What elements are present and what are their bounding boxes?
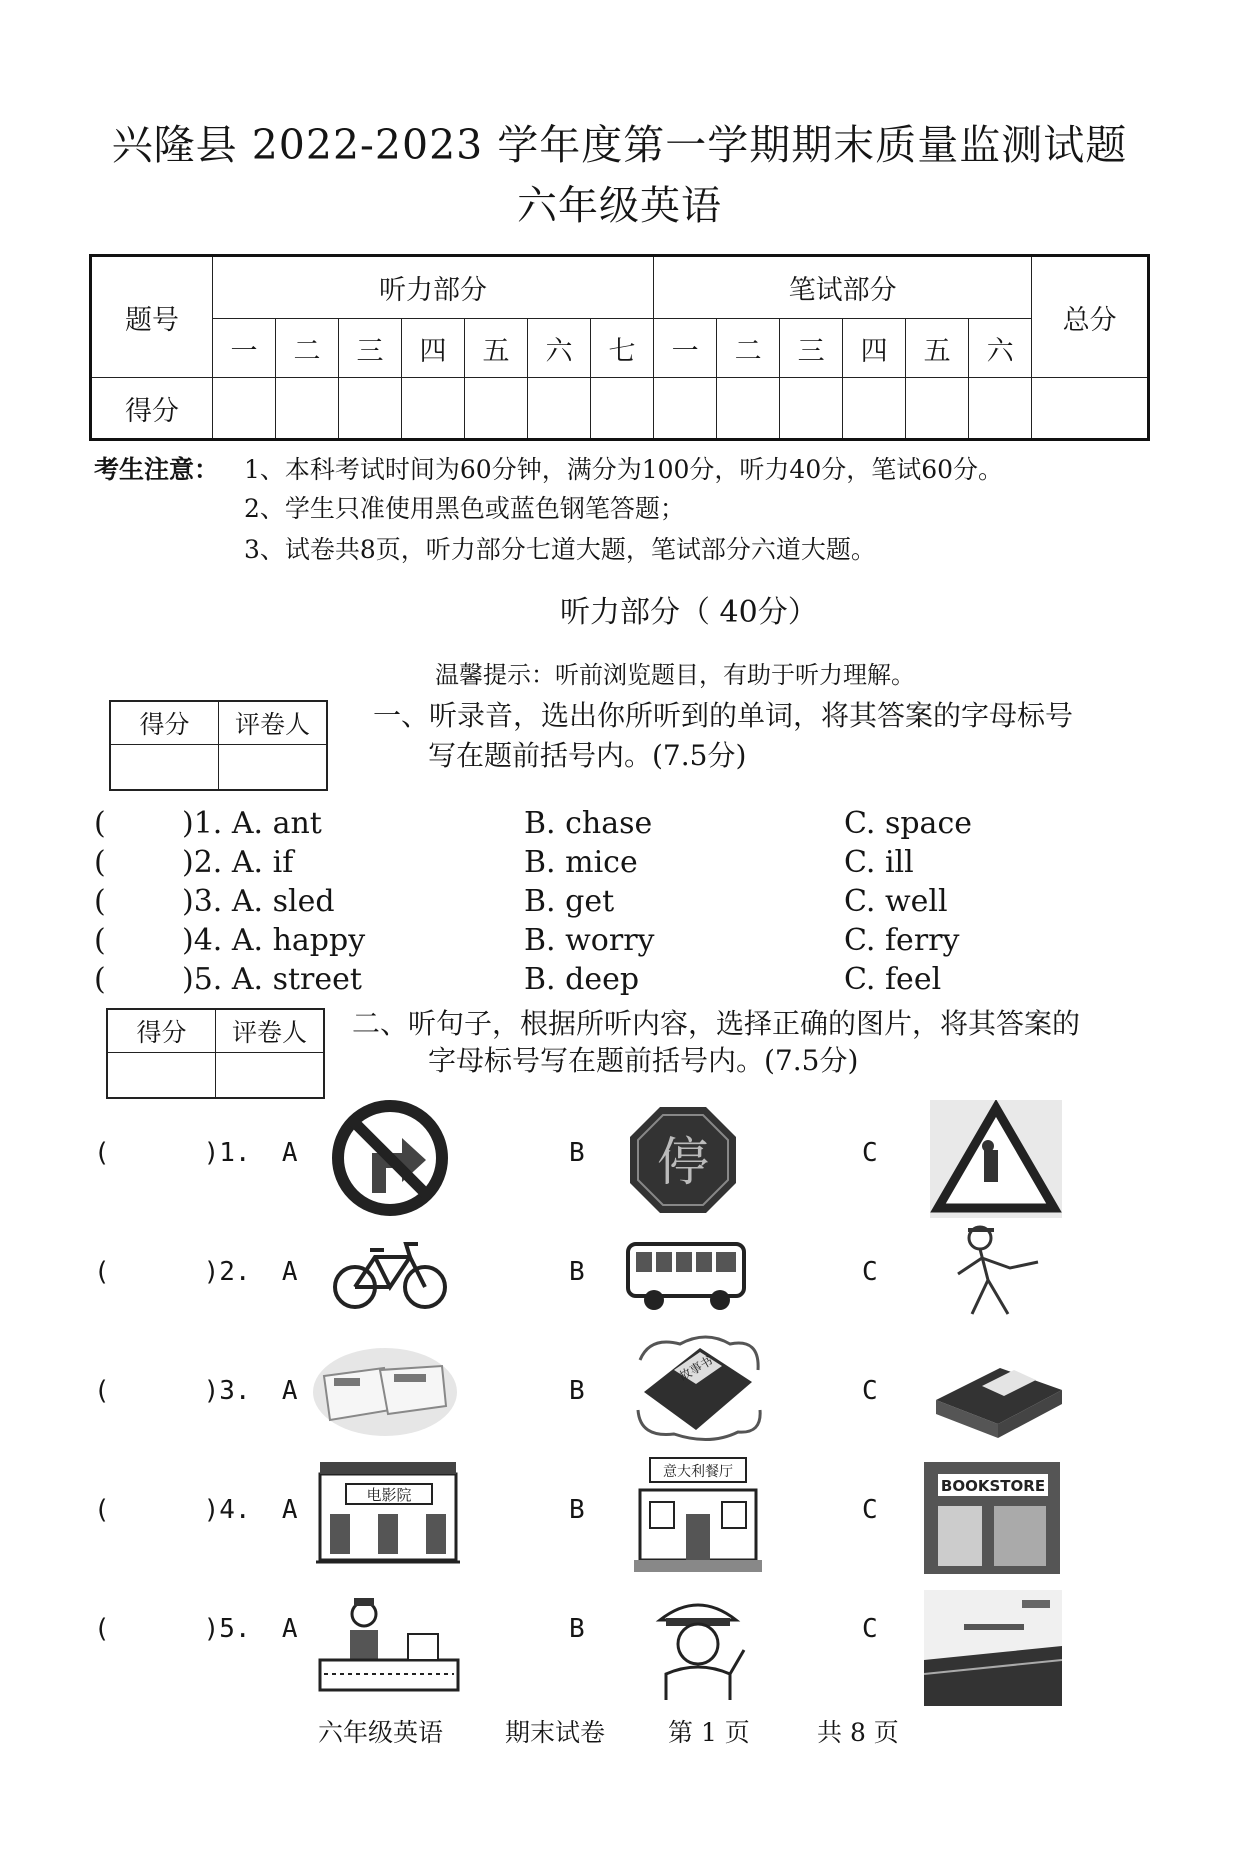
listening-col: 五 (465, 319, 528, 378)
writing-col: 一 (654, 319, 717, 378)
grader-score-cell[interactable] (110, 744, 219, 790)
listening-col: 二 (276, 319, 339, 378)
notice-item-3: 3、试卷共8页，听力部分七道大题，笔试部分六道大题。 (244, 535, 876, 564)
footer-total: 共 8 页 (817, 1718, 899, 1747)
part1-q4-c: C. ferry (844, 923, 960, 958)
restaurant-sign-text: 意大利餐厅 (663, 1464, 733, 1480)
score-cell[interactable] (717, 378, 780, 440)
newspapers-icon (310, 1342, 460, 1438)
part2-instruction-line2: 字母标号写在题前括号内。(7.5分) (428, 1044, 859, 1077)
listening-col: 三 (339, 319, 402, 378)
no-right-turn-sign-icon (330, 1098, 450, 1218)
part2-q4-label: ( )4. A (94, 1495, 298, 1525)
part2-q2-b-label: B (569, 1257, 585, 1287)
part1-q3-c: C. well (844, 884, 948, 919)
bicycle-icon (330, 1232, 450, 1312)
part1-q5-c: C. feel (844, 962, 942, 997)
part2-q5-b-label: B (569, 1614, 585, 1644)
question-number-label: 题号 (91, 256, 213, 378)
score-cell[interactable] (528, 378, 591, 440)
score-cell[interactable] (969, 378, 1032, 440)
part1-q2-b: B. mice (524, 845, 638, 880)
thick-book-icon (930, 1340, 1066, 1440)
notice-item-1: 1、本科考试时间为60分钟，满分为100分，听力40分，笔试60分。 (244, 455, 1004, 484)
grader-box-part1 (109, 700, 328, 791)
part1-q1-b: B. chase (524, 806, 653, 841)
footer-subject: 六年级英语 (318, 1718, 444, 1747)
exam-subtitle: 六年级英语 (517, 183, 722, 229)
stop-sign-text: 停 (656, 1133, 710, 1193)
score-cell[interactable] (780, 378, 843, 440)
writing-col: 二 (717, 319, 780, 378)
listening-col: 七 (591, 319, 654, 378)
part1-q3-a: ( )3. A. sled (94, 884, 335, 919)
part2-q3-b-label: B (569, 1376, 585, 1406)
notice-label: 考生注意： (94, 455, 220, 484)
bookstore-sign-text: BOOKSTORE (940, 1477, 1046, 1495)
part2-q4-c-label: C (862, 1495, 878, 1525)
cinema-building-icon (316, 1458, 460, 1578)
part2-q3-c-label: C (862, 1376, 878, 1406)
score-cell[interactable] (906, 378, 969, 440)
grader-reviewer-cell[interactable] (216, 1052, 325, 1098)
listening-col: 六 (528, 319, 591, 378)
cinema-sign-text: 电影院 (366, 1486, 412, 1504)
score-cell[interactable] (591, 378, 654, 440)
walking-person-icon (938, 1222, 1050, 1320)
part1-q4-a: ( )4. A. happy (94, 923, 366, 958)
writing-header: 笔试部分 (654, 256, 1032, 319)
part2-q5-c-label: C (862, 1614, 878, 1644)
story-book-icon (630, 1330, 766, 1446)
notice-item-2: 2、学生只准使用黑色或蓝色钢笔答题； (244, 494, 685, 523)
score-cell[interactable] (213, 378, 276, 440)
part1-instruction-line2: 写在题前括号内。(7.5分) (428, 739, 747, 772)
score-cell[interactable] (465, 378, 528, 440)
part2-q1-label: ( )1. A (94, 1138, 298, 1168)
part2-q1-b-label: B (569, 1138, 585, 1168)
part2-q2-label: ( )2. A (94, 1257, 298, 1287)
part1-q1-a: ( )1. A. ant (94, 806, 322, 841)
part1-q2-a: ( )2. A. if (94, 845, 294, 880)
bookstore-building-icon (924, 1462, 1060, 1574)
warning-triangle-sign-icon (930, 1100, 1062, 1218)
shop-counter-person-icon (316, 1590, 462, 1700)
part2-q1-c-label: C (862, 1138, 878, 1168)
restaurant-building-icon (630, 1452, 766, 1578)
footer-exam: 期末试卷 (505, 1718, 606, 1747)
exam-title: 兴隆县 2022-2023 学年度第一学期期末质量监测试题 (111, 121, 1128, 169)
grader-score-label: 得分 (107, 1009, 216, 1052)
part2-q5-label: ( )5. A (94, 1614, 298, 1644)
listening-col: 四 (402, 319, 465, 378)
writing-col: 六 (969, 319, 1032, 378)
score-label: 得分 (91, 378, 213, 440)
score-cell[interactable] (339, 378, 402, 440)
part2-q3-label: ( )3. A (94, 1376, 298, 1406)
score-cell[interactable] (843, 378, 906, 440)
book-title-text: 故事书 (676, 1353, 716, 1384)
part2-q2-c-label: C (862, 1257, 878, 1287)
part1-q1-c: C. space (844, 806, 972, 841)
part2-q4-b-label: B (569, 1495, 585, 1525)
grader-reviewer-label: 评卷人 (219, 701, 328, 744)
listening-header: 听力部分 (213, 256, 654, 319)
writing-col: 三 (780, 319, 843, 378)
writing-col: 四 (843, 319, 906, 378)
stop-sign-icon (627, 1104, 739, 1216)
bridge-road-scene-icon (924, 1590, 1062, 1706)
part2-instruction-line1: 二、听句子，根据所听内容，选择正确的图片，将其答案的 (352, 1007, 1081, 1040)
score-cell[interactable] (402, 378, 465, 440)
total-label: 总分 (1032, 256, 1149, 378)
footer-page: 第 1 页 (668, 1718, 750, 1747)
grader-box-part2 (106, 1008, 325, 1099)
part1-q5-b: B. deep (524, 962, 640, 997)
listening-section-title: 听力部分（ 40分） (560, 595, 818, 630)
part1-instruction-line1: 一、听录音，选出你所听到的单词，将其答案的字母标号 (373, 699, 1074, 732)
part1-q5-a: ( )5. A. street (94, 962, 362, 997)
grader-score-cell[interactable] (107, 1052, 216, 1098)
police-officer-icon (640, 1590, 756, 1702)
writing-col: 五 (906, 319, 969, 378)
score-table (89, 254, 1150, 441)
part1-q3-b: B. get (524, 884, 615, 919)
score-cell[interactable] (654, 378, 717, 440)
listening-col: 一 (213, 319, 276, 378)
grader-reviewer-cell[interactable] (219, 744, 328, 790)
grader-reviewer-label: 评卷人 (216, 1009, 325, 1052)
part1-q2-c: C. ill (844, 845, 914, 880)
listening-tip: 温馨提示：听前浏览题目，有助于听力理解。 (435, 661, 915, 689)
bus-icon (624, 1238, 750, 1312)
score-cell[interactable] (1032, 378, 1149, 440)
grader-score-label: 得分 (110, 701, 219, 744)
score-cell[interactable] (276, 378, 339, 440)
part1-q4-b: B. worry (524, 923, 655, 958)
